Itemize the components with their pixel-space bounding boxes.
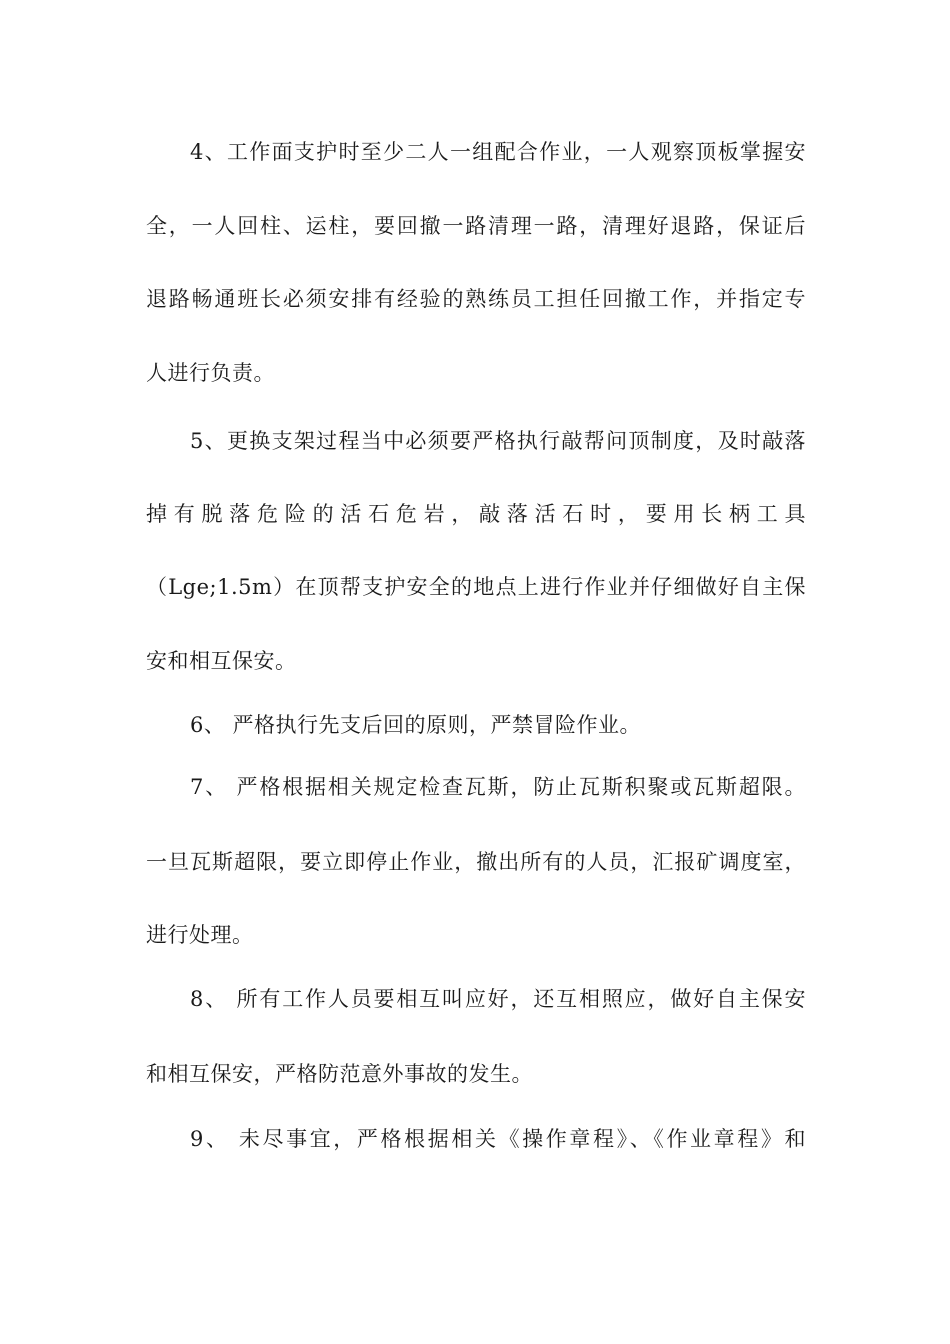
paragraph-7-line-1: 7、 严格根据相关规定检查瓦斯，防止瓦斯积聚或瓦斯超限。 (190, 775, 806, 799)
paragraph-5-line-2: 掉有脱落危险的活石危岩，敲落活石时，要用长柄工具 (146, 502, 806, 526)
paragraph-9-line-1: 9、 未尽事宜，严格根据相关《操作章程》、《作业章程》和 (190, 1127, 806, 1151)
paragraph-8-line-2: 和相互保安，严格防范意外事故的发生。 (146, 1062, 533, 1086)
paragraph-4-line-3: 退路畅通班长必须安排有经验的熟练员工担任回撤工作，并指定专 (146, 287, 806, 311)
paragraph-5-line-3: （Lge;1.5m）在顶帮支护安全的地点上进行作业并仔细做好自主保 (146, 575, 806, 599)
paragraph-8-line-1: 8、 所有工作人员要相互叫应好，还互相照应，做好自主保安 (190, 987, 806, 1011)
paragraph-5-line-4: 安和相互保安。 (146, 649, 297, 673)
paragraph-7-line-3: 进行处理。 (146, 923, 254, 947)
paragraph-4-line-1: 4、工作面支护时至少二人一组配合作业，一人观察顶板掌握安 (190, 140, 806, 164)
paragraph-5-line-1: 5、更换支架过程当中必须要严格执行敲帮问顶制度，及时敲落 (190, 429, 806, 453)
paragraph-7-line-2: 一旦瓦斯超限，要立即停止作业，撤出所有的人员，汇报矿调度室， (146, 850, 806, 874)
paragraph-4-line-4: 人进行负责。 (146, 361, 275, 385)
paragraph-4-line-2: 全，一人回柱、运柱，要回撤一路清理一路，清理好退路，保证后 (146, 214, 806, 238)
paragraph-6-line-1: 6、 严格执行先支后回的原则，严禁冒险作业。 (190, 713, 642, 737)
